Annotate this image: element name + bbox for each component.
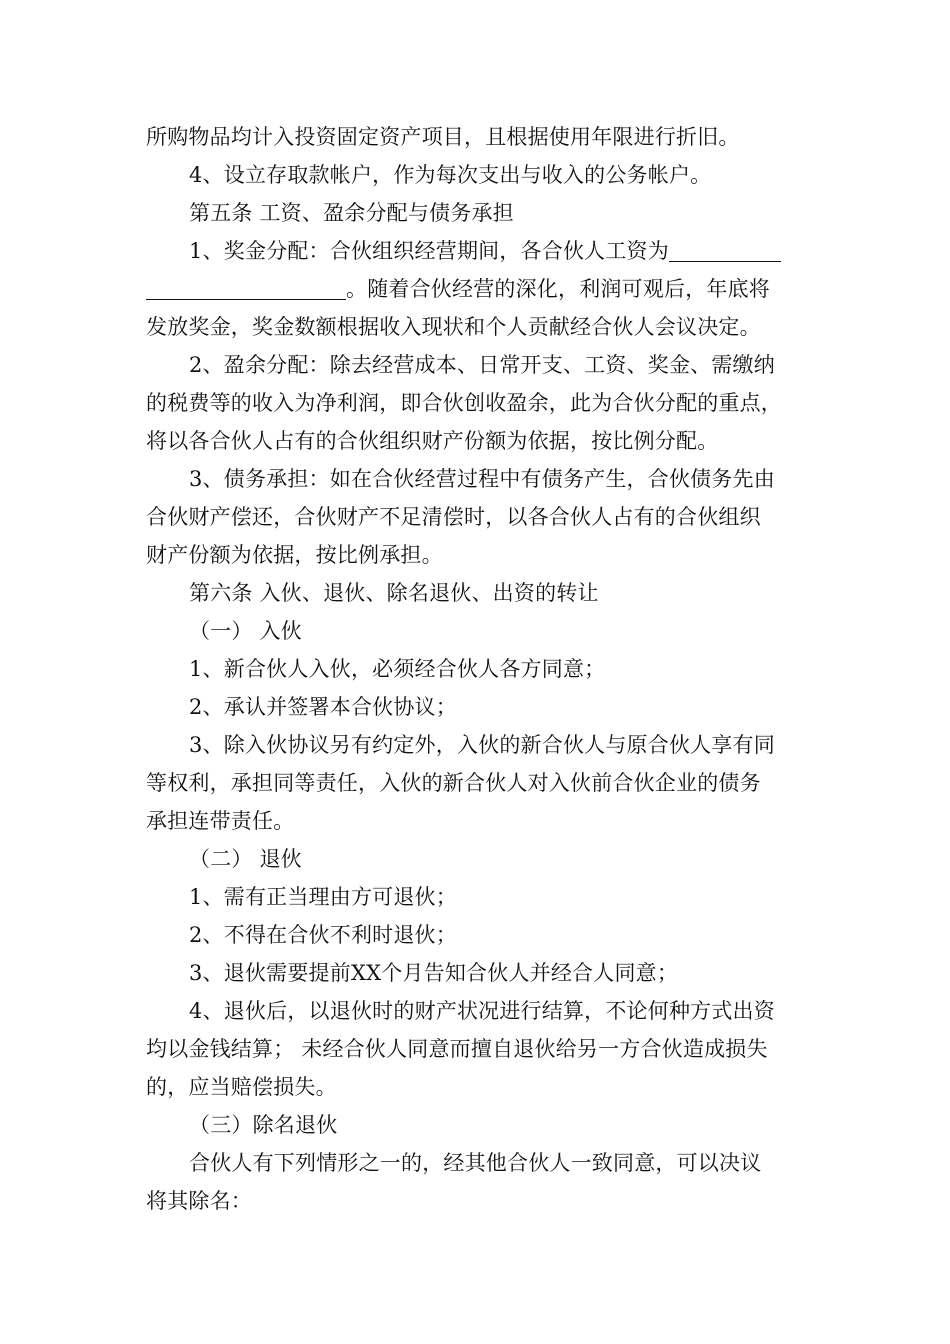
subsection-heading: （二） 退伙 xyxy=(189,847,302,871)
text-line: 将以各合伙人占有的合伙组织财产份额为依据，按比例分配。 xyxy=(146,429,719,453)
text-line: 合伙人有下列情形之一的，经其他合伙人一致同意，可以决议 xyxy=(189,1151,762,1175)
subsection-heading: （一） 入伙 xyxy=(189,619,302,643)
text-line: 均以金钱结算； 未经合伙人同意而擅自退伙给另一方合伙造成损失 xyxy=(146,1037,768,1061)
text-line: 1、需有正当理由方可退伙； xyxy=(189,885,457,909)
text-line: 3、债务承担：如在合伙经营过程中有债务产生，合伙债务先由 xyxy=(189,467,775,491)
text-line: 4、设立存取款帐户，作为每次支出与收入的公务帐户。 xyxy=(189,163,712,187)
text-line: 财产份额为依据，按比例承担。 xyxy=(146,543,443,567)
text-line: 所购物品均计入投资固定资产项目，且根据使用年限进行折旧。 xyxy=(146,125,740,149)
text-line: 合伙财产偿还，合伙财产不足清偿时，以各合伙人占有的合伙组织 xyxy=(146,505,761,529)
text-line: 2、盈余分配：除去经营成本、日常开支、工资、奖金、需缴纳 xyxy=(189,353,775,377)
text-line-with-blank xyxy=(146,232,810,270)
text-line: 1、新合伙人入伙，必须经合伙人各方同意； xyxy=(189,657,606,681)
text-line: 等权利，承担同等责任，入伙的新合伙人对入伙前合伙企业的债务 xyxy=(146,771,761,795)
text-segment: 1、奖金分配：合伙组织经营期间，各合伙人工资为 xyxy=(189,239,669,263)
text-line: 发放奖金，奖金数额根据收入现状和个人贡献经合伙人会议决定。 xyxy=(146,315,761,339)
fill-in-blank xyxy=(669,239,781,262)
section-heading: 第五条 工资、盈余分配与债务承担 xyxy=(189,201,514,225)
text-line: 将其除名： xyxy=(146,1189,252,1213)
text-line: 3、除入伙协议另有约定外，入伙的新合伙人与原合伙人享有同 xyxy=(189,733,775,757)
text-line: 4、退伙后，以退伙时的财产状况进行结算，不论何种方式出资 xyxy=(189,999,775,1023)
text-line-with-blank xyxy=(146,270,810,308)
text-line: 的，应当赔偿损失。 xyxy=(146,1075,337,1099)
section-heading: 第六条 入伙、退伙、除名退伙、出资的转让 xyxy=(189,581,599,605)
text-line: 3、退伙需要提前XX个月告知合伙人并经合人同意； xyxy=(189,961,679,985)
text-line: 2、承认并签署本合伙协议； xyxy=(189,695,457,719)
fill-in-blank xyxy=(146,277,346,300)
text-line: 承担连带责任。 xyxy=(146,809,295,833)
document-body xyxy=(146,118,810,1220)
text-segment: 。随着合伙经营的深化，利润可观后，年底将 xyxy=(346,277,770,301)
subsection-heading: （三）除名退伙 xyxy=(189,1113,338,1137)
text-line: 2、不得在合伙不利时退伙； xyxy=(189,923,457,947)
text-line: 的税费等的收入为净利润，即合伙创收盈余，此为合伙分配的重点， xyxy=(146,391,782,415)
